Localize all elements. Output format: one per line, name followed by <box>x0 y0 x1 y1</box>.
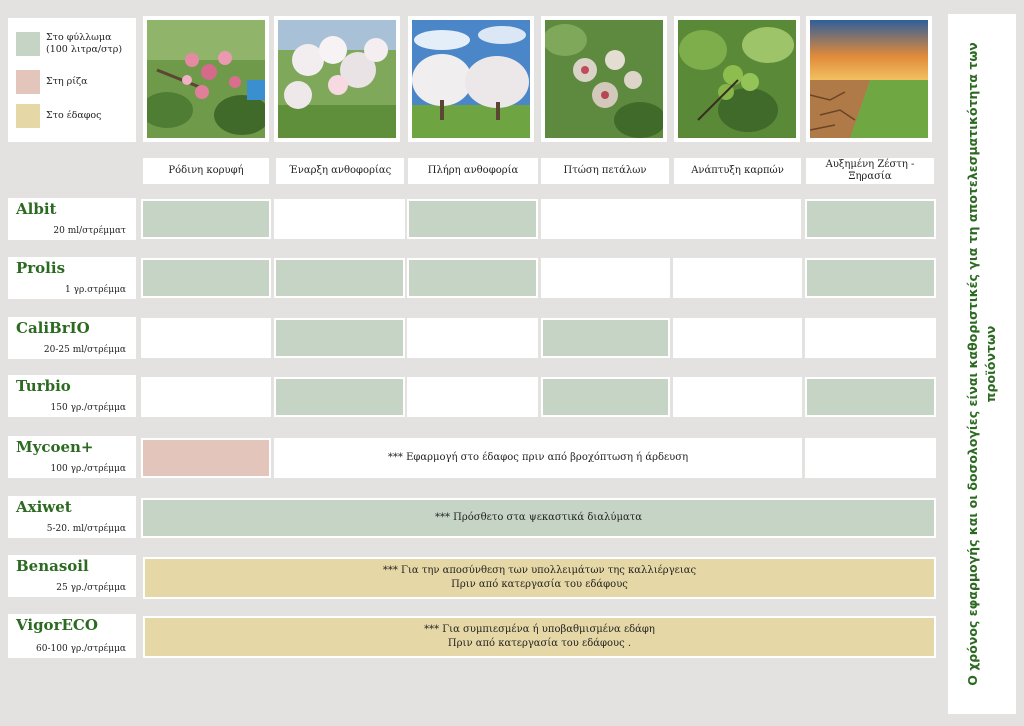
cell-albit-drought <box>805 199 936 239</box>
legend-item-root <box>16 70 88 94</box>
legend-item-foliage <box>16 32 132 56</box>
orchard-full-bloom-image <box>412 20 530 138</box>
pink-bud-image <box>147 20 265 138</box>
product-name: Albit <box>16 200 57 218</box>
cell-albit-early-bloom <box>274 199 405 239</box>
product-dose: 150 γρ./στρέμμα <box>50 403 126 413</box>
legend-item-soil <box>16 104 101 128</box>
product-axiwet <box>8 496 136 538</box>
cell-prolis-pink-bud <box>141 258 271 298</box>
photo-early-bloom <box>274 16 400 142</box>
cell-turbio-pink-bud <box>141 377 271 417</box>
cell-albit-petal-fruit <box>541 199 801 239</box>
cell-mycoen-pink-bud <box>141 438 271 478</box>
cell-prolis-petal-fall <box>541 258 670 298</box>
stage-petal-fall: Πτώση πετάλων <box>541 158 669 184</box>
cell-prolis-drought <box>805 258 936 298</box>
product-calibrio <box>8 317 136 359</box>
note-text: Πριν από κατεργασία του εδάφους <box>451 579 628 590</box>
petal-fall-image <box>545 20 663 138</box>
cell-turbio-early-bloom <box>274 377 405 417</box>
product-name: Turbio <box>16 377 71 395</box>
product-dose: 100 γρ./στρέμμα <box>50 464 126 474</box>
cell-albit-pink-bud <box>141 199 271 239</box>
note-text: *** Πρόσθετο στα ψεκαστικά διαλύματα <box>435 512 642 523</box>
product-name: CaliBrIO <box>16 319 90 337</box>
product-dose: 5-20. ml/στρέμμα <box>46 524 126 534</box>
cell-prolis-fruit-set <box>673 258 802 298</box>
note-text: Πριν από κατεργασία του εδάφους . <box>447 638 632 649</box>
note-benasoil <box>143 557 936 599</box>
cell-turbio-fruit-set <box>673 377 802 417</box>
product-vigoreco <box>8 614 136 658</box>
cell-albit-full-bloom <box>407 199 538 239</box>
stage-heat-drought: Αυξημένη Ζέστη - Ξηρασία <box>806 158 934 184</box>
fruit-set-image <box>678 20 796 138</box>
cell-prolis-full-bloom <box>407 258 538 298</box>
drought-cracked-soil-image <box>810 20 928 138</box>
cell-calibrio-full-bloom <box>407 318 538 358</box>
cell-calibrio-drought <box>805 318 936 358</box>
stage-early-bloom: Έναρξη ανθοφορίας <box>276 158 404 184</box>
note-text: *** Για την αποσύνθεση των υπολλειμάτων της καλλιέργειας <box>382 565 697 576</box>
early-bloom-image <box>278 20 396 138</box>
note-text: *** Για συμπιεσμένα ή υποβαθμισμένα εδάφη <box>424 624 655 635</box>
photo-pink-bud <box>143 16 269 142</box>
stage-full-bloom: Πλήρη ανθοφορία <box>408 158 538 184</box>
sidebar-text: Ο χρόνος εφαρμογής και οι δοσολογίες είναι καθοριστικές για τη αποτελεσματικότητα των προϊόντων <box>965 42 998 686</box>
product-dose: 60-100 γρ./στρέμμα <box>36 644 126 654</box>
product-dose: 20-25 ml/στρέμμα <box>43 345 126 355</box>
product-name: Mycoen+ <box>16 438 94 456</box>
product-name: Prolis <box>16 259 66 277</box>
legend-swatch-root <box>16 70 40 94</box>
cell-prolis-early-bloom <box>274 258 405 298</box>
note-axiwet <box>141 498 936 538</box>
legend-label: Στο φύλλωμα (100 λιτρα/στρ) <box>46 32 123 55</box>
note-vigoreco <box>143 616 936 658</box>
product-albit <box>8 198 136 240</box>
product-dose: 20 ml/στρέμματ <box>53 226 126 236</box>
stage-fruit-set: Ανάπτυξη καρπών <box>674 158 801 184</box>
cell-mycoen-drought <box>805 438 936 478</box>
cell-turbio-full-bloom <box>407 377 538 417</box>
product-benasoil <box>8 555 136 597</box>
legend-label: Στη ρίζα <box>46 76 88 87</box>
photo-petal-fall <box>541 16 667 142</box>
stage-pink-bud: Ρόδινη κορυφή <box>143 158 269 184</box>
legend-swatch-foliage <box>16 32 40 56</box>
cell-turbio-petal-fall <box>541 377 670 417</box>
photo-full-bloom <box>408 16 534 142</box>
product-prolis <box>8 257 136 299</box>
product-name: VigorECO <box>16 616 98 634</box>
note-text: *** Εφαρμογή στο έδαφος πριν από βροχόπτωση ή άρδευση <box>387 452 689 463</box>
product-turbio <box>8 375 136 417</box>
product-name: Benasoil <box>16 557 89 575</box>
cell-calibrio-pink-bud <box>141 318 271 358</box>
legend-label: Στο έδαφος <box>46 110 102 121</box>
product-dose: 1 γρ.στρέμμα <box>65 285 126 295</box>
cell-calibrio-petal-fall <box>541 318 670 358</box>
cell-calibrio-fruit-set <box>673 318 802 358</box>
legend <box>8 18 136 142</box>
photo-fruit-set <box>674 16 800 142</box>
cell-calibrio-early-bloom <box>274 318 405 358</box>
note-mycoen <box>274 438 802 478</box>
photo-drought <box>806 16 932 142</box>
sidebar-note <box>948 14 1016 714</box>
product-name: Axiwet <box>16 498 72 516</box>
product-mycoen <box>8 436 136 478</box>
cell-turbio-drought <box>805 377 936 417</box>
product-dose: 25 γρ./στρέμμα <box>56 583 126 593</box>
legend-swatch-soil <box>16 104 40 128</box>
